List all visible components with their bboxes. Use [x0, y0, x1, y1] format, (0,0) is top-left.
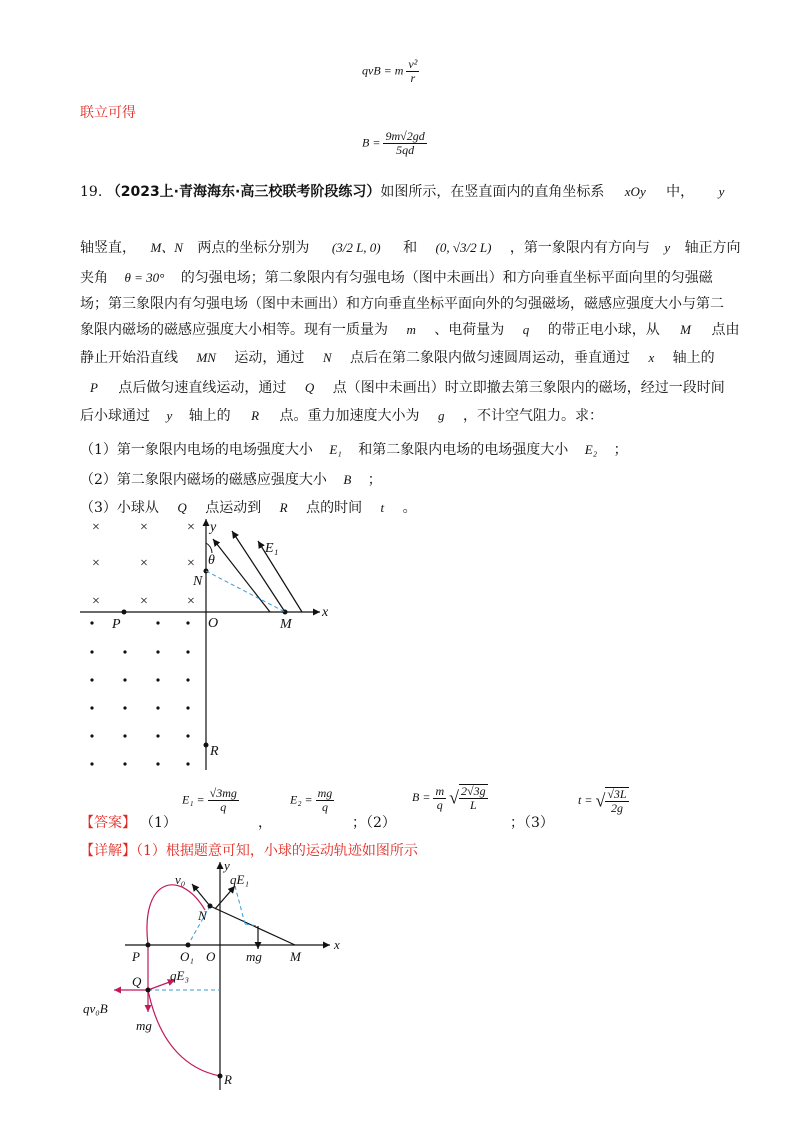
answer-sep2: ；（2）	[352, 815, 396, 831]
figure-1	[80, 515, 340, 775]
trajectory-circle	[147, 885, 205, 945]
label-x-2: x	[334, 937, 340, 952]
question-2: （2）第二象限内磁场的磁感应强度大小 B ；	[80, 472, 382, 488]
qe1-arrow	[215, 886, 235, 909]
detail-line: 【详解】（1）根据题意可知，小球的运动轨迹如图所示	[80, 843, 418, 859]
label-y: y	[210, 520, 217, 535]
svg-text:×: ×	[187, 556, 195, 571]
b-equation: B = $\frac{9m√2gd}{5qd}$	[362, 129, 425, 158]
label-qv0b: qv₀B	[83, 1001, 108, 1016]
problem-line-3: 夹角 θ = 30° 的匀强电场；第二象限内有匀强电场（图中未画出）和方向垂直坐标平面向里的匀强磁	[80, 270, 713, 286]
electric-field-e1-lines	[213, 531, 302, 612]
svg-text:×: ×	[140, 556, 148, 571]
problem-line-4: 场；第三象限内有匀强电场（图中未画出）和方向垂直坐标平面向外的匀强磁场，磁感应强度大小与第二	[80, 296, 724, 312]
label-theta: θ	[208, 553, 215, 568]
svg-text:×: ×	[92, 556, 100, 571]
magnetic-field-out-of-page	[90, 621, 189, 765]
label-m: M	[280, 617, 292, 632]
svg-text:×: ×	[187, 594, 195, 609]
answer-e1: E₁ = $\frac{√3mg}{q}$	[182, 786, 237, 815]
magnetic-field-into-page	[92, 520, 195, 609]
dashed-helpers	[148, 886, 258, 990]
answer-e2: E₂ = $\frac{mg}{q}$	[290, 786, 333, 815]
dashed-line-nm	[206, 571, 285, 612]
label-o1: O₁	[180, 949, 194, 964]
label-o: O	[208, 616, 219, 631]
svg-text:×: ×	[92, 520, 100, 535]
label-n: N	[193, 574, 203, 589]
top-equation: qvB = m $\frac{\text{v²}}{r}$	[362, 57, 418, 86]
label-n-2: N	[198, 908, 207, 923]
label-r: R	[210, 744, 219, 759]
problem-line-2: 轴竖直， M、N 两点的坐标分别为 (3/2 L, 0) 和 (0, √3/2 L) ，第一象限内有方向与 y 轴正方向	[80, 240, 741, 256]
svg-text:×: ×	[187, 520, 195, 535]
label-m-2: M	[290, 949, 301, 964]
label-qe3: qE₃	[170, 968, 189, 983]
label-q-2: Q	[132, 974, 142, 989]
point-q-2	[146, 988, 151, 993]
label-r-2: R	[224, 1072, 232, 1087]
answer-p1: （1）	[140, 815, 177, 831]
label-v0: v₀	[175, 872, 186, 887]
trajectory-parabola	[148, 990, 220, 1076]
svg-text:×: ×	[140, 594, 148, 609]
point-p-2	[146, 943, 151, 948]
question-1: （1）第一象限内电场的电场强度大小 E₁ 和第二象限内电场的电场强度大小 E₂ ；	[80, 442, 628, 458]
point-n-2	[208, 904, 213, 909]
problem-line-7: P 点后做匀速直线运动，通过 Q 点（图中未画出）时立即撤去第三象限内的磁场，经过一段时间	[90, 380, 725, 396]
theta-arc	[206, 543, 212, 553]
point-r	[204, 743, 209, 748]
problem-line-1: 19. （2023上·青海海东·高三校联考阶段练习）如图所示，在竖直面内的直角坐标系 xOy 中， y	[80, 184, 725, 200]
answer-sep3: ；（3）	[510, 815, 554, 831]
svg-text:×: ×	[140, 520, 148, 535]
problem-line-8: 后小球通过 y 轴上的 R 点。重力加速度大小为 g ，不计空气阻力。求：	[80, 408, 603, 424]
question-3: （3）小球从 Q 点运动到 R 点的时间 t 。	[80, 500, 417, 516]
label-mg-1: mg	[246, 949, 262, 964]
answer-b: B = $\frac{m}{q}$ √ $\frac{2√3g}{L}$	[412, 783, 486, 813]
answer-tag: 【答案】	[80, 815, 136, 831]
answer-t: t = √ $\frac{√3L}{2g}$	[578, 787, 627, 816]
label-o-2: O	[206, 949, 216, 964]
figure-2	[80, 858, 380, 1093]
label-x: x	[322, 605, 329, 620]
point-p	[122, 610, 127, 615]
problem-line-5: 象限内磁场的磁感应强度大小相等。现有一质量为 m 、电荷量为 q 的带正电小球，从 M 点由	[80, 322, 740, 338]
label-p: P	[112, 617, 121, 632]
point-r-2	[218, 1074, 223, 1079]
label-e1: E₁	[265, 541, 279, 556]
label-y-2: y	[224, 858, 230, 873]
answer-sep1: ，	[258, 815, 272, 831]
v0-arrow	[192, 884, 210, 906]
label-qe1: qE₁	[230, 872, 249, 887]
point-o1	[186, 943, 191, 948]
label-p-2: P	[132, 949, 140, 964]
problem-line-6: 静止开始沿直线 MN 运动，通过 N 点后在第二象限内做匀速圆周运动，垂直通过 x 轴上的	[80, 350, 715, 366]
svg-text:×: ×	[92, 594, 100, 609]
combine-label: 联立可得	[80, 105, 136, 121]
label-mg-2: mg	[136, 1018, 152, 1033]
